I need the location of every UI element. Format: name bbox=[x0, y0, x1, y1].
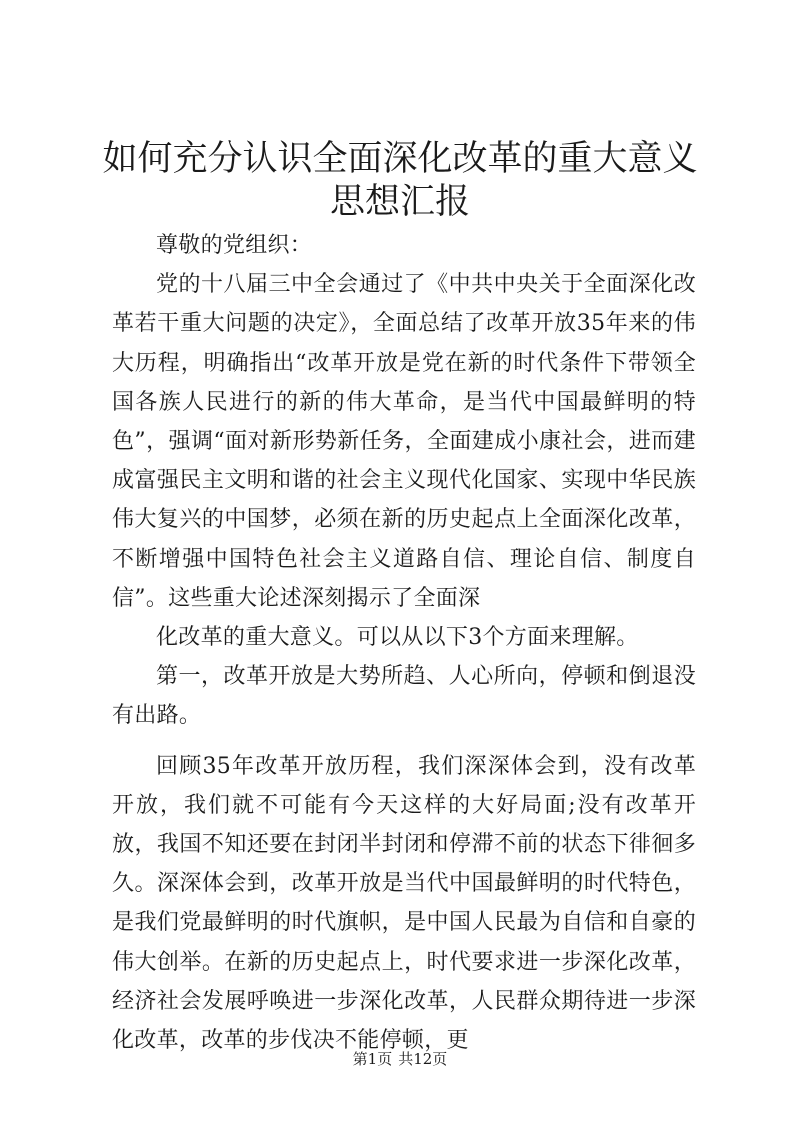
salutation: 尊敬的党组织： bbox=[156, 233, 313, 258]
paragraph: 回顾35年改革开放历程，我们深深体会到，没有改革开放，我们就不可能有今天这样的大好局面;没有改革开放，我国不知还要在封闭半封闭和停滞不前的状态下徘徊多久。深深体会到，改革开放是当代中国最鲜明的时代特色，是我们党最鲜明的时代旗帜，是中国人民最为自信和自豪的伟大创举。在新的历史起点上，时代要求进一步深化改革，经济社会发展呼唤进一步深化改革，人民群众期待进一步深化改革，改革的步伐决不能停顿，更 bbox=[112, 753, 696, 1054]
paragraph: 党的十八届三中全会通过了《中共中央关于全面深化改革若干重大问题的决定》，全面总结了改革开放35年来的伟大历程，明确指出“改革开放是党在新的时代条件下带领全国各族人民进行的新的伟大革命，是当代中国最鲜明的特色”，强调“面对新形势新任务，全面建成小康社会，进而建成富强民主文明和谐的社会主义现代化国家、实现中华民族伟大复兴的中国梦，必须在新的历史起点上全面深化改革，不断增强中国特色社会主义道路自信、理论自信、制度自信”。这些重大论述深刻揭示了全面深 bbox=[112, 272, 696, 611]
document-title: 如何充分认识全面深化改革的重大意义思想汇报 bbox=[102, 139, 698, 222]
page-total: 共12页 bbox=[398, 1050, 448, 1068]
page-footer bbox=[0, 1050, 800, 1068]
document-body bbox=[112, 226, 696, 1060]
page-number: 第1页 bbox=[352, 1050, 393, 1068]
paragraph: 化改革的重大意义。可以从以下3个方面来理解。 bbox=[156, 625, 639, 651]
paragraph: 第一，改革开放是大势所趋、人心所向，停顿和倒退没有出路。 bbox=[112, 664, 696, 729]
